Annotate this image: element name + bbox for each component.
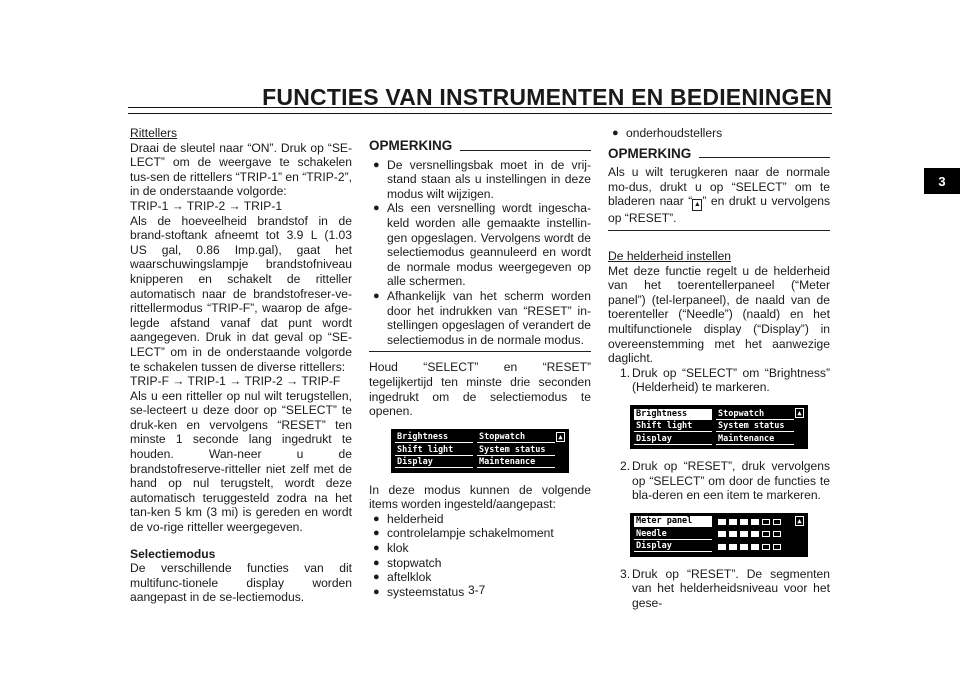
note-heading: OPMERKING [369,139,591,154]
brightness-segments [718,531,781,537]
paragraph: Met deze functie regelt u de helderheid van het toerentellerpaneel (“Meter panel”) (tel-lerpaneel), de naald van de toerenteller (“Needle”) (naald) en het multifunctionele display (“Display”) in overeenstemming met het aanwezige daglicht. [608,263,830,366]
paragraph: In deze modus kunnen de volgende items worden ingesteld/aangepast: [369,482,591,512]
step-item: 3. Druk op “RESET”. De segmenten van het helderheidsniveau voor het gese- [620,566,830,610]
paragraph: Houd “SELECT” en “RESET” tegelijkertijd ten minste drie seconden ingedrukt om de selectiemodus te openen. [369,360,591,419]
paragraph: Als u wilt terugkeren naar de normale mo-dus, drukt u op “SELECT” om te bladeren naar “ ▲ ” en drukt u vervolgens op “RESET”. [608,165,830,226]
sequence-text: TRIP-1 → TRIP-2 → TRIP-1 [130,198,283,213]
paragraph: Als de hoeveelheid brandstof in de brand-stoftank afneemt tot 3.9 L (1.03 US gal, 0.86 Imp.gal), gaat het waarschuwingslampje brandstofniveau knipperen en schakelt de ritteller automatisch naar de brandstofreser-ve-rittellermodus “TRIP-F”, waarop de afge-legde afstand vanaf dat punt wordt aangegeven. Druk in dat geval op “SE-LECT” om in de onderstaande volgorde te schakelen tussen de diverse rittellers: [130,213,352,374]
exit-icon: ▲ [795,516,804,526]
page-title: FUNCTIES VAN INSTRUMENTEN EN BEDIENINGEN [262,84,832,110]
lcd-brightness-select: Brightness Stopwatch Shift light System status Display Maintenance ▲ [630,405,808,449]
steps-list [608,459,830,503]
list-item: ● helderheid [369,512,591,527]
chapter-tabs [924,168,960,202]
chapter-tab-active[interactable]: 3 [924,168,960,194]
note-list [369,158,591,348]
paragraph: Als u een ritteller op nul wilt terugstellen, se-lecteert u deze door op “SELECT” te druk-ken en vervolgens “RESET” ten minste 1 seconde lang ingedrukt te houden. Wan-neer u de brandstofreserve-ritteller niet zelf met de hand op nul terugstelt, wordt deze automatisch teruggesteld zodra na het tan-ken 5 km (3 mi) is gereden en wordt de vo-rige ritteller weergegeven. [130,388,352,535]
step-item: 1. Druk op “SELECT” om “Brightness” (Helderheid) te markeren. [620,365,830,395]
note-end-rule [369,351,591,352]
page-number: 3-7 [468,583,486,597]
brightness-segments [718,544,781,550]
column-3 [608,126,830,610]
lcd-brightness-items: Meter panel Needle Display ▲ [630,513,808,557]
exit-icon: ▲ [795,408,804,418]
section-heading-select: Selectiemodus [130,546,216,561]
list-item: ● De versnellingsbak moet in de vrij-stand staan als u instellingen in deze modus wilt wijzigen. [369,158,591,202]
list-item: ● stopwatch [369,556,591,571]
brightness-segments [718,519,781,525]
steps-list [608,366,830,395]
exit-icon: ▲ [692,199,702,211]
list-item: ● Als een versnelling wordt ingescha-keld worden alle gemaakte instellin-gen opgeslagen. Vervolgens wordt de selectiemodus geannuleerd en wordt de normale modus weergegeven op alle schermen. [369,201,591,289]
list-item: ● Afhankelijk van het scherm worden door het indrukken van “RESET” in-stellingen opgeslagen of verandert de selectiemodus in de normale modus. [369,289,591,347]
steps-list [608,567,830,611]
exit-icon: ▲ [556,432,565,442]
section-heading-brightness: De helderheid instellen [608,248,732,263]
list-item: ● controlelampje schakelmoment [369,526,591,541]
note-heading: OPMERKING [608,147,830,162]
list-item: ● klok [369,541,591,556]
column-2 [369,136,591,599]
list-item: ● systeemstatus [369,585,591,600]
list-item: ● aftelklok [369,570,591,585]
step-item: 2. Druk op “RESET”, druk vervolgens op “SELECT” om door de functies te bla-deren en een item te markeren. [620,458,830,503]
paragraph: De verschillende functies van dit multifunc-tionele display worden aangepast in de se-lectiemodus. [130,561,352,605]
lcd-select-menu: Brightness Stopwatch Shift light System status Display Maintenance ▲ [391,429,569,473]
column-1 [130,126,352,605]
header-rule [128,107,832,114]
section-heading-trip: Rittellers [130,126,178,140]
list-item: ● onderhoudstellers [608,126,830,141]
paragraph: Draai de sleutel naar “ON”. Druk op “SE-LECT” om de weergave te schakelen tus-sen de rittellers “TRIP-1” en “TRIP-2”, in de onderstaande volgorde: [130,140,352,199]
note-end-rule [608,230,830,231]
sequence-text: TRIP-F → TRIP-1 → TRIP-2 → TRIP-F [130,374,341,389]
